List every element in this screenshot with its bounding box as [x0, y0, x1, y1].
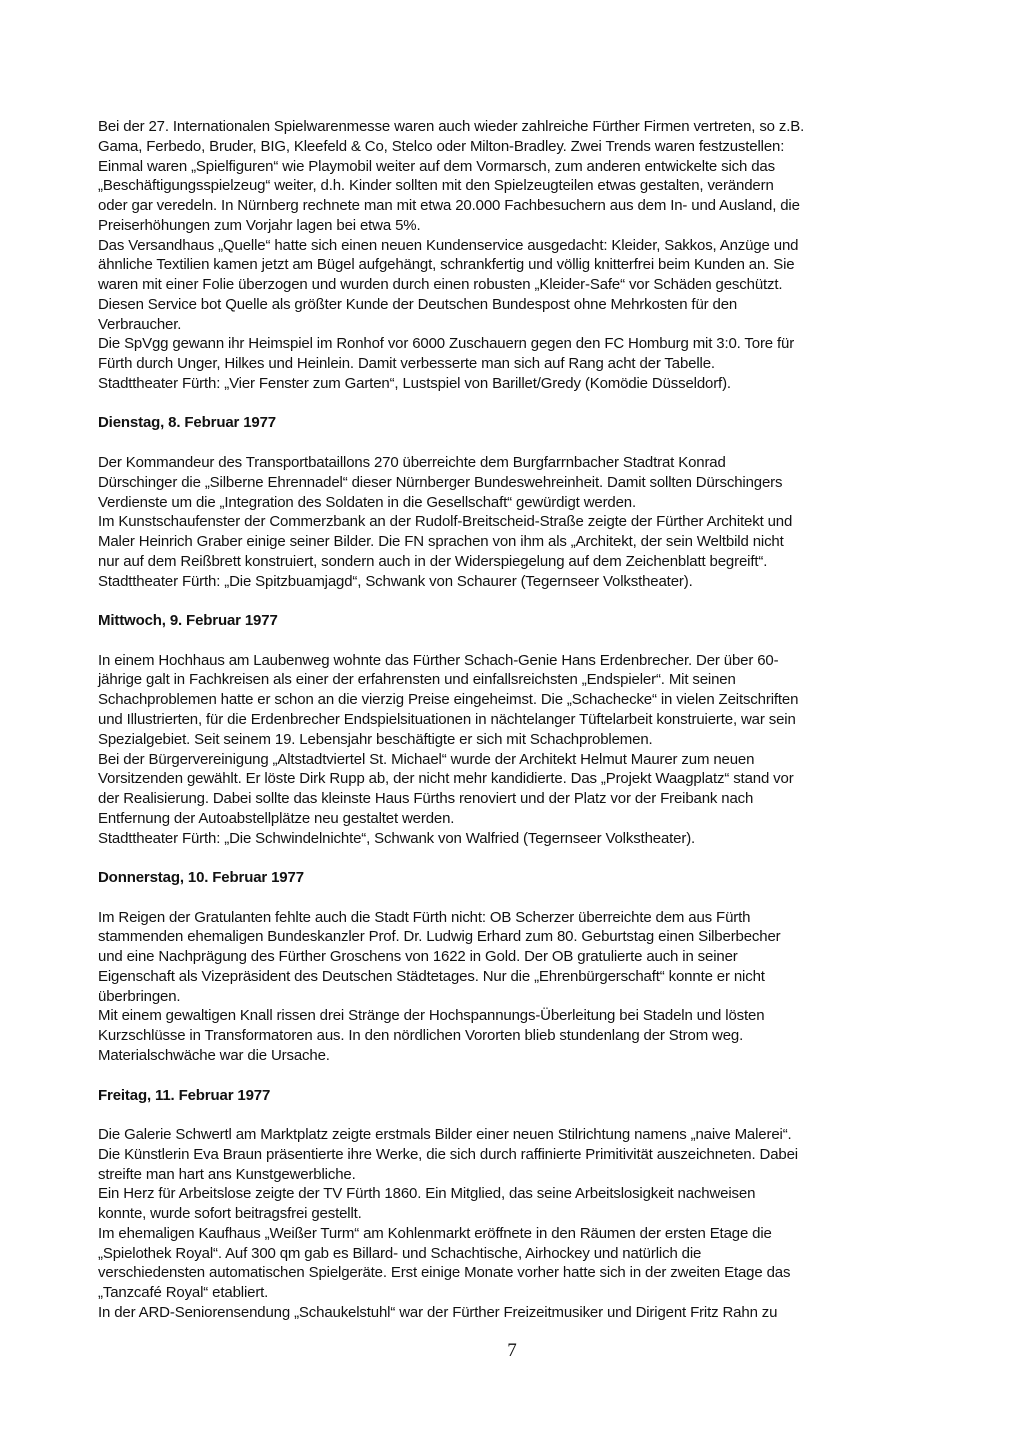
text-line: und eine Nachprägung des Fürther Groschens von 1622 in Gold. Der OB gratulierte auch in seiner [98, 948, 738, 966]
day-section [98, 848, 938, 1065]
paragraph [98, 572, 938, 592]
text-line: stammenden ehemaligen Bundeskanzler Prof. Dr. Ludwig Erhard zum 80. Geburtstag einen Silberbecher [98, 928, 781, 946]
paragraph [98, 1184, 938, 1224]
text-line: oder gar veredeln. In Nürnberg rechnete man mit etwa 20.000 Fachbesuchern aus dem In- und Ausland, die [98, 197, 800, 215]
text-line: Gama, Ferbedo, Bruder, BIG, Kleefeld & Co, Stelco oder Milton-Bradley. Zwei Trends waren festzustellen: [98, 137, 785, 155]
text-line: streifte man hart ans Kunstgewerbliche. [98, 1165, 356, 1183]
paragraph [98, 1303, 938, 1323]
text-line: Die SpVgg gewann ihr Heimspiel im Ronhof vor 6000 Zuschauern gegen den FC Homburg mit 3:0. Tore für [98, 335, 795, 353]
text-line: „Tanzcafé Royal“ etabliert. [98, 1284, 269, 1302]
text-line: Vorsitzenden gewählt. Er löste Dirk Rupp ab, der nicht mehr kandidierte. Das „Projekt Waagplatz“ stand vor [98, 770, 794, 788]
paragraph [98, 1224, 938, 1303]
text-line: Maler Heinrich Graber einige seiner Bilder. Die FN sprachen von ihm als „Architekt, der sein Weltbild nicht [98, 533, 784, 551]
text-line: Die Galerie Schwertl am Marktplatz zeigte erstmals Bilder einer neuen Stilrichtung namens „naive Malerei“. [98, 1126, 792, 1144]
text-line: Im Reigen der Gratulanten fehlte auch die Stadt Fürth nicht: OB Scherzer überreichte dem aus Fürth [98, 908, 751, 926]
text-line: Preiserhöhungen zum Vorjahr lagen bei etwa 5%. [98, 216, 421, 234]
day-section [98, 394, 938, 592]
text-line: waren mit einer Folie überzogen und wurden durch einen robusten „Kleider-Safe“ vor Schäden geschützt. [98, 276, 783, 294]
paragraph [98, 453, 938, 512]
text-line: nur auf dem Reißbrett konstruiert, sondern auch in der Widerspiegelung auf dem Zeichenblatt begreift“. [98, 552, 768, 570]
paragraph [98, 829, 938, 849]
text-line: Verbraucher. [98, 315, 182, 333]
text-line: Fürth durch Unger, Hilkes und Heinlein. Damit verbesserte man sich auf Rang acht der Tabelle. [98, 355, 715, 373]
spacer [98, 1066, 938, 1086]
text-line: Einmal waren „Spielfiguren“ wie Playmobil weiter auf dem Vormarsch, zum anderen entwickelte sich das [98, 157, 775, 175]
text-line: Stadttheater Fürth: „Die Spitzbuamjagd“, Schwank von Schaurer (Tegernseer Volkstheater). [98, 572, 693, 590]
paragraph [98, 1125, 938, 1184]
paragraph [98, 117, 938, 236]
text-line: Kurzschlüsse in Transformatoren aus. In den nördlichen Vororten blieb stundenlang der Strom weg. [98, 1027, 744, 1045]
text-line: Entfernung der Autoabstellplätze neu gestaltet werden. [98, 809, 455, 827]
paragraph [98, 374, 938, 394]
text-line: ähnliche Textilien kamen jetzt am Bügel aufgehängt, schrankfertig und völlig knitterfrei beim Kunden an. Sie [98, 256, 795, 274]
paragraph [98, 236, 938, 335]
paragraph [98, 908, 938, 1007]
spacer [98, 394, 938, 414]
page-number: 7 [507, 1340, 517, 1361]
text-line: In einem Hochhaus am Laubenweg wohnte das Fürther Schach-Genie Hans Erdenbrecher. Der über 60- [98, 651, 779, 669]
text-line: jährige galt in Fachkreisen als einer der erfahrensten und einfallsreichsten „Endspieler“. Mit seinen [98, 671, 736, 689]
text-line: Im ehemaligen Kaufhaus „Weißer Turm“ am Kohlenmarkt eröffnete in den Räumen der ersten Etage die [98, 1224, 772, 1242]
text-line: Schachproblemen hatte er schon an die vierzig Preise eingeheimst. Die „Schachecke“ in vielen Zeitschriften [98, 691, 799, 709]
spacer [98, 631, 938, 651]
date-heading: Dienstag, 8. Februar 1977 [98, 414, 276, 432]
date-heading: Mittwoch, 9. Februar 1977 [98, 612, 278, 630]
spacer [98, 848, 938, 868]
text-line: der Realisierung. Dabei sollte das kleinste Haus Fürths renoviert und der Platz vor der Freibank nach [98, 790, 754, 808]
spacer [98, 433, 938, 453]
text-line: und Illustrierten, für die Erdenbrecher Endspielsituationen in nächtelanger Tüftelarbeit konstruierte, war sein [98, 710, 796, 728]
document-body [98, 117, 938, 1323]
paragraph [98, 1006, 938, 1065]
paragraph [98, 750, 938, 829]
text-line: Materialschwäche war die Ursache. [98, 1046, 330, 1064]
text-line: Diesen Service bot Quelle als größter Kunde der Deutschen Bundespost ohne Mehrkosten für den [98, 295, 738, 313]
text-line: Ein Herz für Arbeitslose zeigte der TV Fürth 1860. Ein Mitglied, das seine Arbeitslosigkeit nachweisen [98, 1185, 756, 1203]
text-line: Spezialgebiet. Seit seinem 19. Lebensjahr beschäftigte er sich mit Schachproblemen. [98, 730, 653, 748]
text-line: Das Versandhaus „Quelle“ hatte sich einen neuen Kundenservice ausgedacht: Kleider, Sakkos, Anzüge und [98, 236, 799, 254]
text-line: Der Kommandeur des Transportbataillons 270 überreichte dem Burgfarrnbacher Stadtrat Konrad [98, 454, 726, 472]
paragraph [98, 334, 938, 374]
text-line: Im Kunstschaufenster der Commerzbank an der Rudolf-Breitscheid-Straße zeigte der Fürther Architekt und [98, 513, 793, 531]
date-heading: Donnerstag, 10. Februar 1977 [98, 869, 304, 887]
text-line: Stadttheater Fürth: „Vier Fenster zum Garten“, Lustspiel von Barillet/Gredy (Komödie Düsseldorf). [98, 374, 731, 392]
text-line: Mit einem gewaltigen Knall rissen drei Stränge der Hochspannungs-Überleitung bei Stadeln und lösten [98, 1007, 765, 1025]
day-section [98, 1066, 938, 1323]
paragraph [98, 512, 938, 571]
spacer [98, 1105, 938, 1125]
day-section [98, 591, 938, 848]
text-line: überbringen. [98, 987, 181, 1005]
text-line: Verdienste um die „Integration des Soldaten in die Gesellschaft“ gewürdigt werden. [98, 493, 637, 511]
text-line: Stadttheater Fürth: „Die Schwindelnichte“, Schwank von Walfried (Tegernseer Volkstheater). [98, 829, 696, 847]
text-line: Bei der Bürgervereinigung „Altstadtviertel St. Michael“ wurde der Architekt Helmut Maurer zum neuen [98, 750, 755, 768]
text-line: verschiedensten automatischen Spielgeräte. Erst einige Monate vorher hatte sich in der zweiten Etage das [98, 1264, 791, 1282]
day-section [98, 117, 938, 394]
text-line: konnte, wurde sofort beitragsfrei gestellt. [98, 1205, 362, 1223]
text-line: Eigenschaft als Vizepräsident des Deutschen Städtetages. Nur die „Ehrenbürgerschaft“ konnte er nicht [98, 967, 765, 985]
spacer [98, 591, 938, 611]
text-line: Die Künstlerin Eva Braun präsentierte ihre Werke, die sich durch raffinierte Primitivität auszeichneten. Dabei [98, 1145, 798, 1163]
text-line: „Beschäftigungsspielzeug“ weiter, d.h. Kinder sollten mit den Spielzeugteilen etwas gestalten, verändern [98, 177, 774, 195]
text-line: Dürschinger die „Silberne Ehrennadel“ dieser Nürnberger Bundeswehreinheit. Damit sollten Dürschingers [98, 473, 783, 491]
text-line: Bei der 27. Internationalen Spielwarenmesse waren auch wieder zahlreiche Fürther Firmen vertreten, so z.B. [98, 118, 805, 135]
text-line: „Spielothek Royal“. Auf 300 qm gab es Billard- und Schachtische, Airhockey und natürlich die [98, 1244, 702, 1262]
date-heading: Freitag, 11. Februar 1977 [98, 1086, 271, 1104]
paragraph [98, 651, 938, 750]
text-line: In der ARD-Seniorensendung „Schaukelstuhl“ war der Fürther Freizeitmusiker und Dirigent Fritz Rahn zu [98, 1303, 778, 1321]
spacer [98, 888, 938, 908]
